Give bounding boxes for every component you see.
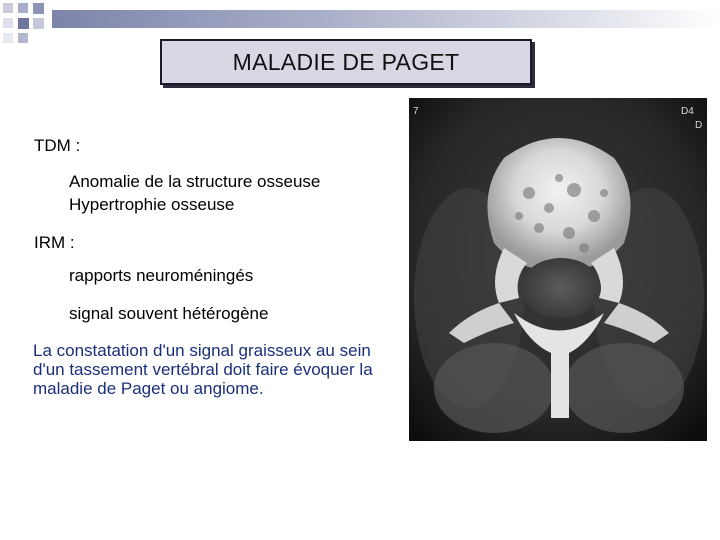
- decor-square: [33, 3, 44, 14]
- tdm-heading: TDM :: [34, 136, 81, 155]
- decor-square: [18, 33, 28, 43]
- decor-square: [33, 18, 44, 29]
- decor-square: [3, 3, 13, 13]
- irm-heading: IRM :: [34, 233, 75, 252]
- decorative-squares: [0, 0, 60, 46]
- decor-square: [3, 18, 13, 28]
- tdm-item: Hypertrophie osseuse: [69, 195, 235, 214]
- conclusion-note: La constatation d'un signal graisseux au sein d'un tassement vertébral doit faire évoquer la maladie de Paget ou angiome.: [33, 341, 373, 398]
- irm-item: signal souvent hétérogène: [69, 304, 269, 323]
- decorative-top-band: [52, 10, 720, 28]
- irm-item: rapports neuroméningés: [69, 266, 254, 285]
- image-label-right-mid: D: [695, 120, 703, 131]
- ct-scan-image: [409, 98, 707, 441]
- decor-square: [18, 18, 29, 29]
- image-label-left: 7: [413, 106, 419, 117]
- title-box: [160, 39, 532, 85]
- decor-square: [3, 33, 13, 43]
- slide-title: MALADIE DE PAGET: [232, 48, 460, 75]
- image-label-right-top: D4: [681, 106, 694, 117]
- tdm-item: Anomalie de la structure osseuse: [69, 172, 321, 191]
- decor-square: [18, 3, 28, 13]
